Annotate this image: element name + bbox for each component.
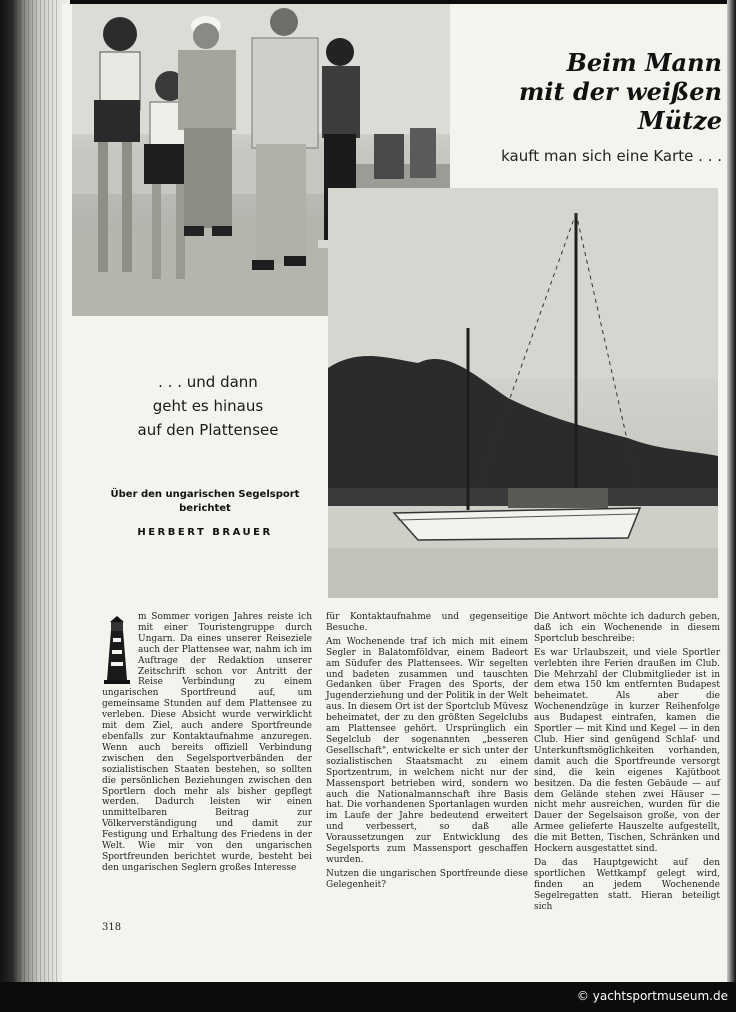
byline-line-1: Über den ungarischen Segelsport: [110, 489, 300, 500]
byline-line-2: berichtet: [179, 503, 231, 514]
article-byline: [100, 488, 310, 516]
column-3-paragraph-3: Da das Hauptgewicht auf den sportlichen Wettkampf gelegt wird, finden an jedem Wochenende Segelregatten statt. Hieran beteiligt sich: [534, 857, 720, 912]
column-2-paragraph-2: Am Wochenende traf ich mich mit einem Segler in Balatomföldvar, einem Badeort am Südufer des Plattensees. Wir segelten und badeten zusammen und tauschten Gedanken über Fragen des Sports, der Jugenderziehung und der Politik in der Welt aus. In diesem Ort ist der Sportclub Müvesz beheimatet, der zu den größten Segelclubs am Plattensee gehört. Ursprünglich ein Segelclub der sogenannten „besseren Gesellschaft", entwickelte er sich unter der sozialistischen Staatsmacht zu einem Sportzentrum, in welchem nicht nur der Massensport betrieben wird, sondern wo auch die Nationalmannschaft ihre Basis hat. Die vorhandenen Sportanlagen wurden im Laufe der Jahre bedeutend erweitert und verbessert, so daß alle Voraussetzungen zur Entwicklung des Segelsports zum Massensport geschaffen wurden.: [326, 636, 528, 865]
page-number: 318: [102, 922, 122, 933]
next-page-edge: [727, 0, 736, 1012]
column-1-text: m Sommer vorigen Jahres reiste ich mit einer Touristengruppe durch Ungarn. Da eines unserer Reiseziele auch der Plattensee war, nahm ich im Auftrage der Redaktion unserer Zeitschrift schon vor Antritt der Reise Verbindung zu einem ungarischen Sportfreund auf, um gemeinsame Stunden auf dem Plattensee zu verleben. Diese Absicht wurde verwirklicht mit dem Ziel, auch andere Sportfreunde ebenfalls zur Kontaktaufnahme anzuregen. Wenn auch bereits offiziell Verbindung zwischen den Segelsportverbänden der sozialistischen Staaten bestehen, so sollten die persönlichen Beziehungen zwischen den Sportlern doch mehr als bisher gepflegt werden. Dadurch leisten wir einen unmittelbaren Beitrag zur Völkerverständigung und damit zur Festigung und Erhaltung des Friedens in der Welt. Wie mir von den ungarischen Sportfreunden berichtet wurde, besteht bei den ungarischen Seglern großes Interesse: [102, 612, 312, 873]
author-name: HERBERT BRAUER: [137, 527, 273, 538]
subtitle-line-1: . . . und dann: [158, 373, 258, 391]
subtitle-line-3: auf den Plattensee: [137, 421, 279, 439]
article-column-3: [534, 612, 720, 915]
article-column-1: [102, 612, 312, 877]
page-edges: [20, 0, 60, 1012]
article-subtitle: [108, 370, 308, 442]
article-column-2: [326, 612, 528, 894]
title-line-3: kauft man sich eine Karte . . .: [501, 147, 722, 165]
article-title: [470, 48, 722, 165]
sailboat-scene-illustration: [328, 188, 718, 598]
photo-sailboat: [328, 188, 718, 598]
column-2-paragraph-1: für Kontaktaufnahme und gegenseitige Besuche.: [326, 612, 528, 633]
subtitle-line-2: geht es hinaus: [152, 397, 264, 415]
title-line-2: mit der weißen Mütze: [518, 77, 722, 135]
column-3-paragraph-2: Es war Urlaubszeit, und viele Sportler verlebten ihre Ferien draußen im Club. Die Mehrzahl der Clubmitglieder ist in dem etwa 150 km entfernten Budapest beheimatet. Als aber die Wochenendzüge in kurzer Reihenfolge aus Budapest eintrafen, kamen die Sportler — mit Kind und Kegel — in den Club. Hier sind genügend Schlaf- und Unterkunftsmöglichkeiten vorhanden, damit auch die Sportfreunde versorgt sind, die kein eigenes Kajütboot besitzen. Da die festen Gebäude — auf dem Gelände stehen zwei Häuser — nicht mehr ausreichen, wurden für die Dauer der Segelsaison große, von der Armee gelieferte Hauszelte aufgestellt, die mit Betten, Tischen, Schränken und Hockern ausgestattet sind.: [534, 647, 720, 855]
column-2-paragraph-3: Nutzen die ungarischen Sportfreunde diese Gelegenheit?: [326, 868, 528, 890]
book-spine: [0, 0, 70, 1012]
lighthouse-dropcap-icon: [102, 614, 132, 684]
title-line-1: Beim Mann: [566, 48, 722, 77]
copyright-watermark: © yachtsportmuseum.de: [576, 989, 728, 1003]
column-3-paragraph-1: Die Antwort möchte ich dadurch geben, daß ich ein Wochenende in diesem Sportclub beschreibe:: [534, 612, 720, 644]
